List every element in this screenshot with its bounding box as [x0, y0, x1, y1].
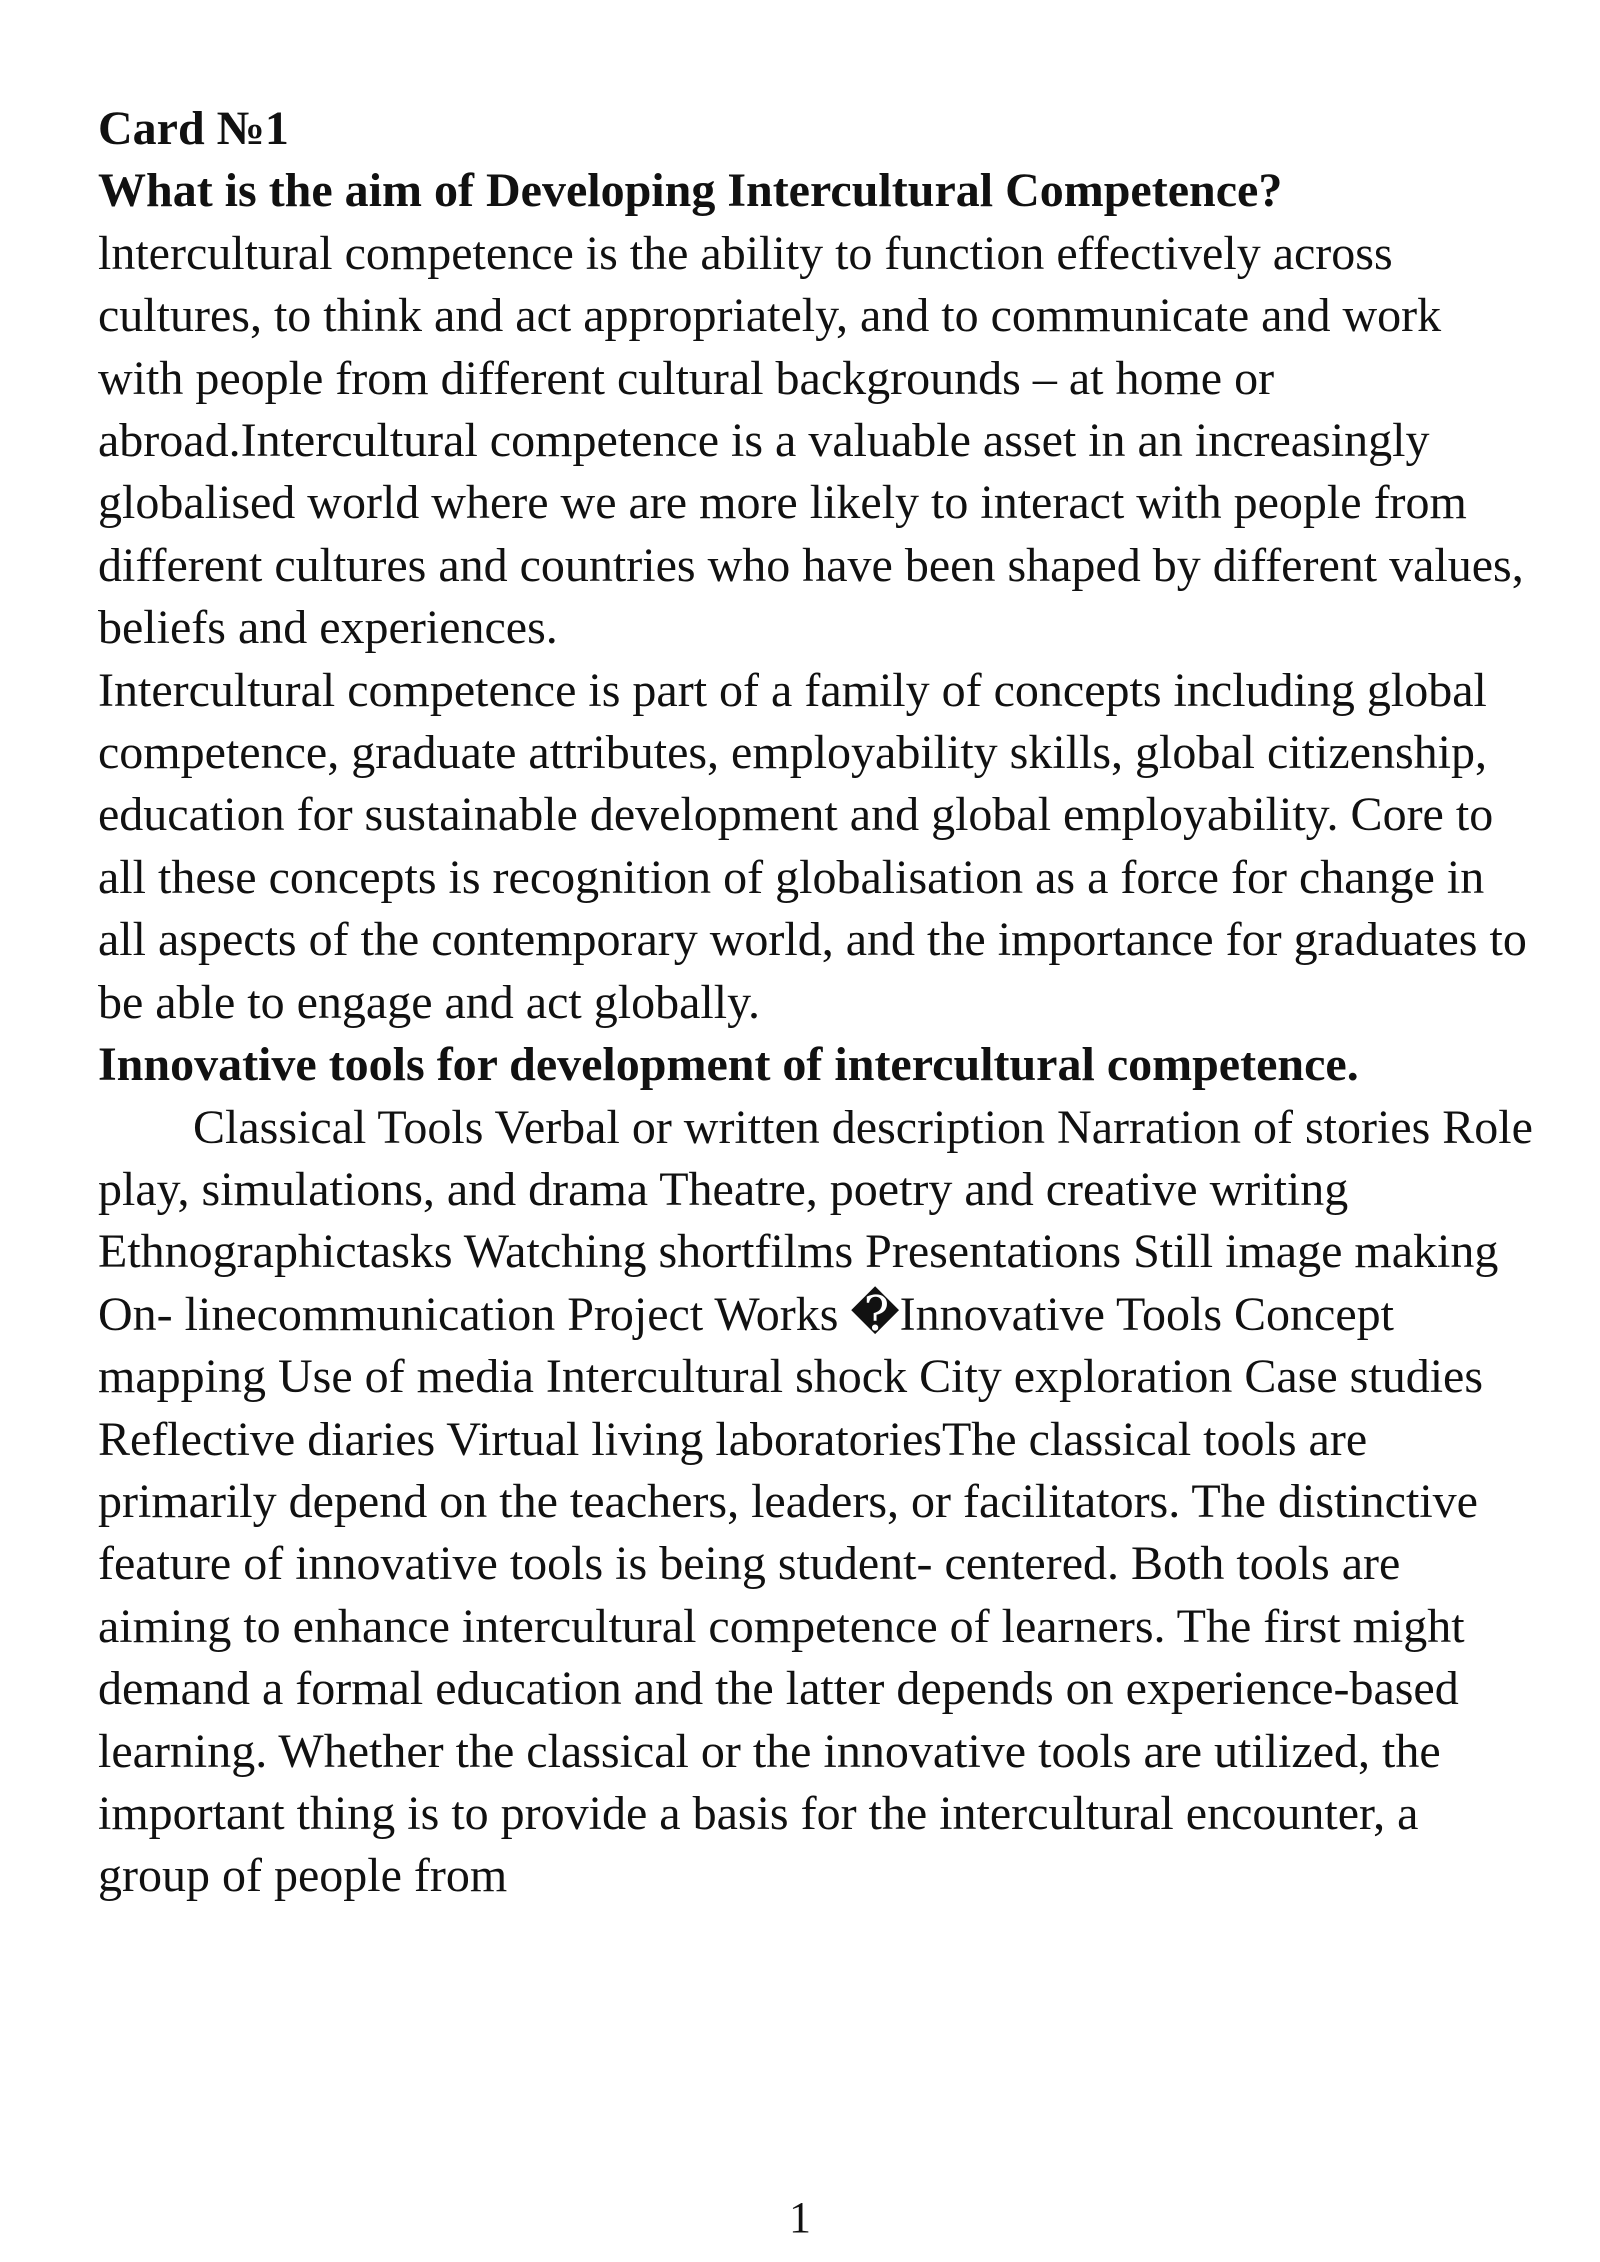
- paragraph-definition: lntercultural competence is the ability to function effectively across cultures, to think and act appropriately, and to communicate and work with people from different cultural backgrounds – at home or abroad.Intercultural competence is a valuable asset in an increasingly globalised world where we are more likely to interact with people from different cultures and countries who have been shaped by different values, beliefs and experiences.: [98, 226, 1524, 655]
- question-heading: What is the aim of Developing Intercultural Competence?: [98, 164, 1283, 218]
- section-heading: Innovative tools for development of intercultural competence.: [98, 1038, 1359, 1092]
- paragraph-concepts: Intercultural competence is part of a family of concepts including global competence, graduate attributes, employability skills, global citizenship, education for sustainable development and global employability. Core to all these concepts is recognition of globalisation as a force for change in all aspects of the contemporary world, and the importance for graduates to be able to engage and act globally.: [98, 663, 1527, 1029]
- page-number: 1: [789, 2193, 811, 2242]
- document-page: [98, 98, 1538, 1908]
- card-title: Card №1: [98, 102, 289, 155]
- paragraph-tools: Classical Tools Verbal or written description Narration of stories Role play, simulations, and drama Theatre, poetry and creative writing Ethnographictasks Watching shortfilms Presentations Still image making On- linecommunication Project Works �Innovative Tools Concept mapping Use of media Intercultural shock City exploration Case studies Reflective diaries Virtual living laboratoriesThe classical tools are primarily depend on the teachers, leaders, or facilitators. The distinctive feature of innovative tools is being student- centered. Both tools are aiming to enhance intercultural competence of learners. The first might demand a formal education and the latter depends on experience-based learning. Whether the classical or the innovative tools are utilized, the important thing is to provide a basis for the intercultural encounter, a group of people from: [98, 1100, 1533, 1903]
